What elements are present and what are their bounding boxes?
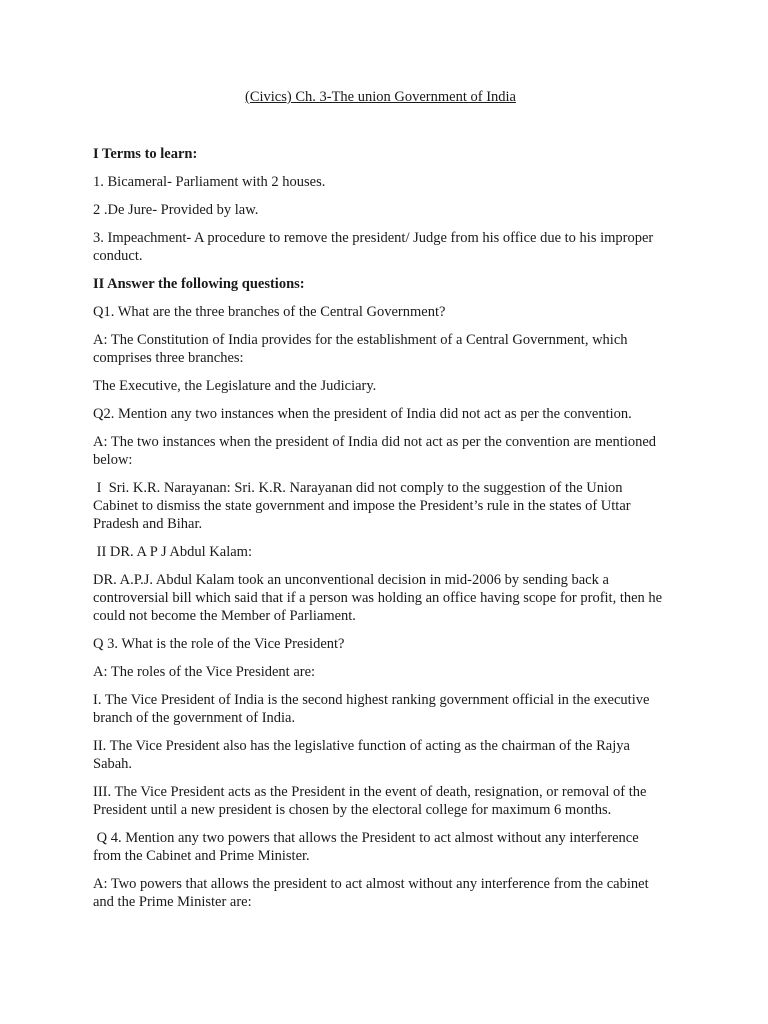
term-item: 1. Bicameral- Parliament with 2 houses. [93,174,326,190]
answer-paragraph: A: The two instances when the president of India did not act as per the convention are mentioned below: [93,434,657,468]
answer-paragraph: II DR. A P J Abdul Kalam: [93,544,252,560]
answer-paragraph: A: The Constitution of India provides for the establishment of a Central Government, which comprises three branches: [93,332,628,366]
answer-paragraph: DR. A.P.J. Abdul Kalam took an unconventional decision in mid-2006 by sending back a controversial bill which said that if a person was holding an office having scope for profit, then he could not become the Member of Parliament. [93,572,663,624]
question-1: Q1. What are the three branches of the Central Government? [93,304,446,320]
answer-paragraph: I Sri. K.R. Narayanan: Sri. K.R. Narayanan did not comply to the suggestion of the Union Cabinet to dismiss the state government and impose the President’s rule in the states of Uttar Pradesh and Bihar. [93,480,635,532]
answer-paragraph: The Executive, the Legislature and the Judiciary. [93,378,377,394]
document-title: (Civics) Ch. 3-The union Government of India [244,89,516,105]
answer-paragraph: III. The Vice President acts as the President in the event of death, resignation, or removal of the President until a new president is chosen by the electoral college for maximum 6 months. [93,784,647,818]
question-2: Q2. Mention any two instances when the president of India did not act as per the convention. [93,406,632,422]
answer-paragraph: II. The Vice President also has the legislative function of acting as the chairman of the Rajya Sabah. [93,738,630,772]
answer-paragraph: A: The roles of the Vice President are: [93,664,316,680]
section-heading-terms: I Terms to learn: [93,146,198,162]
answer-paragraph: A: Two powers that allows the president to act almost without any interference from the cabinet and the Prime Minister are: [93,876,649,910]
question-4: Q 4. Mention any two powers that allows the President to act almost without any interference from the Cabinet and Prime Minister. [93,830,643,864]
section-heading-questions: II Answer the following questions: [93,276,305,292]
term-item: 3. Impeachment- A procedure to remove the president/ Judge from his office due to his improper conduct. [93,230,654,264]
term-item: 2 .De Jure- Provided by law. [93,202,259,218]
question-3: Q 3. What is the role of the Vice President? [93,636,345,652]
answer-paragraph: I. The Vice President of India is the second highest ranking government official in the executive branch of the government of India. [93,692,650,726]
